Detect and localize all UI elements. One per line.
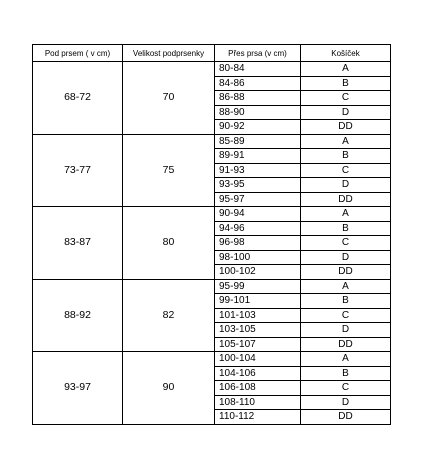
bra-size-cell: 82 [123, 279, 215, 352]
cup-cell: C [301, 308, 391, 323]
bust-cell: 91-93 [215, 163, 301, 178]
bust-cell: 100-102 [215, 265, 301, 280]
cup-cell: C [301, 91, 391, 106]
underbust-cell: 93-97 [33, 352, 123, 425]
underbust-cell: 88-92 [33, 279, 123, 352]
cup-cell: B [301, 221, 391, 236]
bust-cell: 89-91 [215, 149, 301, 164]
bust-cell: 106-108 [215, 381, 301, 396]
underbust-cell: 83-87 [33, 207, 123, 280]
bust-cell: 90-94 [215, 207, 301, 222]
bust-cell: 84-86 [215, 76, 301, 91]
cup-cell: B [301, 366, 391, 381]
bust-cell: 95-99 [215, 279, 301, 294]
bust-cell: 85-89 [215, 134, 301, 149]
cup-cell: DD [301, 337, 391, 352]
cup-cell: B [301, 76, 391, 91]
cup-cell: A [301, 352, 391, 367]
bra-size-cell: 70 [123, 62, 215, 135]
bust-cell: 100-104 [215, 352, 301, 367]
table-row [33, 134, 391, 149]
underbust-cell: 73-77 [33, 134, 123, 207]
bust-cell: 103-105 [215, 323, 301, 338]
bust-cell: 86-88 [215, 91, 301, 106]
cup-cell: DD [301, 265, 391, 280]
bust-cell: 104-106 [215, 366, 301, 381]
table-row [33, 279, 391, 294]
bust-cell: 108-110 [215, 395, 301, 410]
cup-cell: D [301, 395, 391, 410]
header-bust: Přes prsa (v cm) [215, 45, 301, 62]
table-header-row [33, 45, 391, 62]
cup-cell: A [301, 207, 391, 222]
bust-cell: 93-95 [215, 178, 301, 193]
bra-size-cell: 75 [123, 134, 215, 207]
table-row [33, 62, 391, 77]
cup-cell: B [301, 294, 391, 309]
bust-cell: 101-103 [215, 308, 301, 323]
bust-cell: 95-97 [215, 192, 301, 207]
header-underbust: Pod prsem ( v cm) [33, 45, 123, 62]
bust-cell: 80-84 [215, 62, 301, 77]
cup-cell: DD [301, 410, 391, 425]
cup-cell: DD [301, 192, 391, 207]
bra-size-cell: 90 [123, 352, 215, 425]
bust-cell: 88-90 [215, 105, 301, 120]
size-chart-table [32, 44, 391, 425]
bust-cell: 99-101 [215, 294, 301, 309]
bust-cell: 98-100 [215, 250, 301, 265]
header-cup: Košíček [301, 45, 391, 62]
cup-cell: A [301, 134, 391, 149]
cup-cell: A [301, 279, 391, 294]
cup-cell: B [301, 149, 391, 164]
bra-size-cell: 80 [123, 207, 215, 280]
cup-cell: C [301, 381, 391, 396]
cup-cell: D [301, 105, 391, 120]
cup-cell: D [301, 323, 391, 338]
table-row [33, 207, 391, 222]
bust-cell: 96-98 [215, 236, 301, 251]
bust-cell: 90-92 [215, 120, 301, 135]
bust-cell: 105-107 [215, 337, 301, 352]
cup-cell: C [301, 236, 391, 251]
table-body [33, 62, 391, 425]
header-bra-size: Velikost podprsenky [123, 45, 215, 62]
bust-cell: 94-96 [215, 221, 301, 236]
table-row [33, 352, 391, 367]
bust-cell: 110-112 [215, 410, 301, 425]
cup-cell: A [301, 62, 391, 77]
cup-cell: D [301, 178, 391, 193]
cup-cell: D [301, 250, 391, 265]
cup-cell: DD [301, 120, 391, 135]
underbust-cell: 68-72 [33, 62, 123, 135]
cup-cell: C [301, 163, 391, 178]
